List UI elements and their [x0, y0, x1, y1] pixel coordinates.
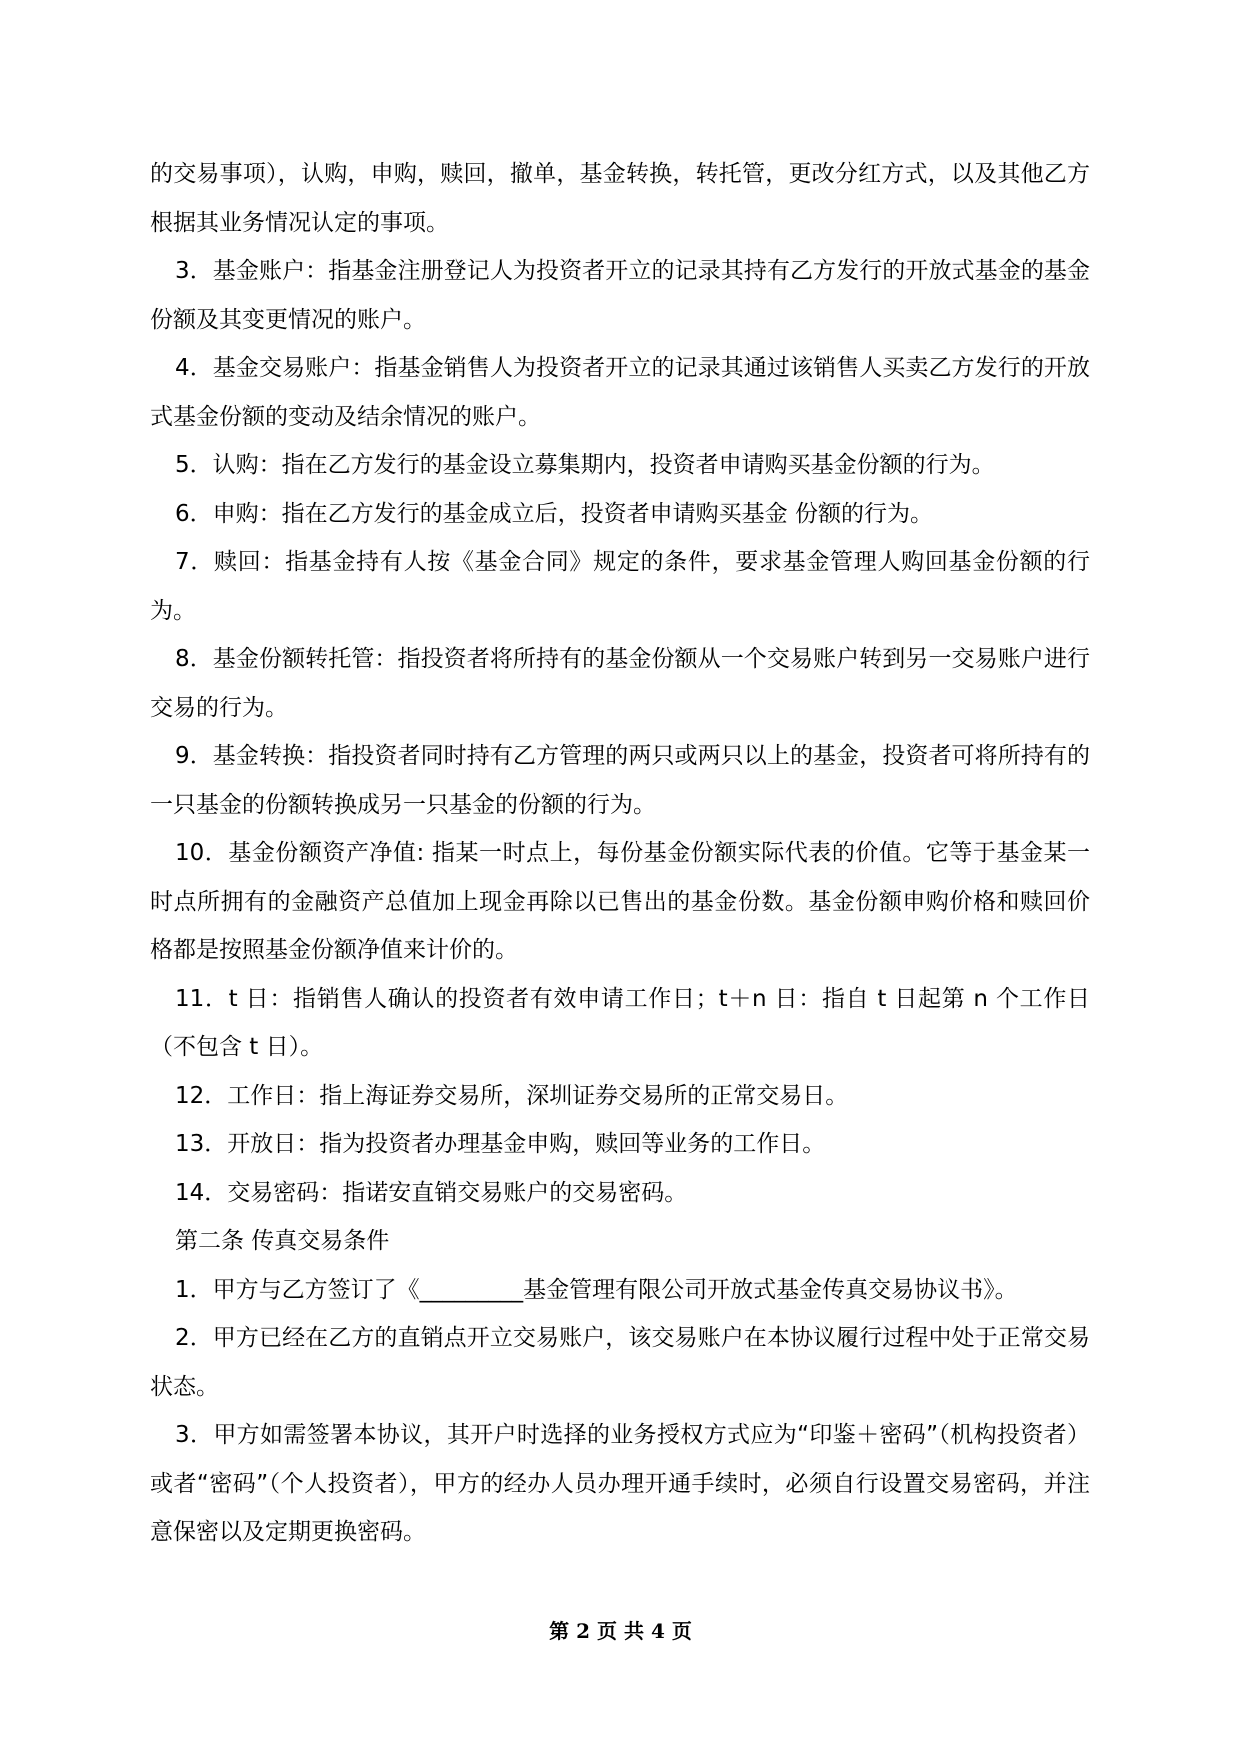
paragraph-transaction-items: 的交易事项），认购，申购，赎回，撤单，基金转换，转托管，更改分红方式，以及其他乙方根据其业务情况认定的事项。: [150, 161, 1090, 236]
page-number: 第 2 页 共 4 页: [549, 1619, 692, 1643]
paragraph-trading-password: 14．交易密码：指诺安直销交易账户的交易密码。: [175, 1179, 688, 1206]
paragraph-subscription: 5．认购：指在乙方发行的基金设立募集期内，投资者申请购买基金份额的行为。: [175, 452, 995, 478]
paragraph-purchase: 6．申购：指在乙方发行的基金成立后，投资者申请购买基金 份额的行为。: [175, 500, 933, 527]
paragraph-authorization: 3．甲方如需签署本协议，其开户时选择的业务授权方式应为“印鉴＋密码”（机构投资者）或者“密码”（个人投资者），甲方的经办人员办理开通手续时，必须自行设置交易密码，并注意保密以及定期更换密码。: [150, 1422, 1090, 1545]
paragraph-open-day: 13．开放日：指为投资者办理基金申购，赎回等业务的工作日。: [175, 1131, 826, 1157]
paragraph-fund-account: 3．基金账户：指基金注册登记人为投资者开立的记录其持有乙方发行的开放式基金的基金份额及其变更情况的账户。: [150, 258, 1090, 333]
section-heading: 第二条 传真交易条件: [175, 1228, 390, 1254]
paragraph-working-day: 12．工作日：指上海证券交易所，深圳证券交易所的正常交易日。: [175, 1082, 849, 1109]
paragraph-direct-account: 2．甲方已经在乙方的直销点开立交易账户，该交易账户在本协议履行过程中处于正常交易状态。: [150, 1325, 1090, 1400]
paragraph-fund-conversion: 9．基金转换：指投资者同时持有乙方管理的两只或两只以上的基金，投资者可将所持有的一只基金的份额转换成另一只基金的份额的行为。: [150, 743, 1090, 818]
paragraph-net-asset-value: 10．基金份额资产净值: 指某一时点上，每份基金份额实际代表的价值。它等于基金某一时点所拥有的金融资产总值加上现金再除以已售出的基金份数。基金份额申购价格和赎回价格都是按照基金份额净值来计价的。: [150, 840, 1090, 963]
document-body: [150, 150, 1090, 1557]
paragraph-redemption: 7．赎回：指基金持有人按《基金合同》规定的条件，要求基金管理人购回基金份额的行为。: [150, 549, 1090, 624]
paragraph-t-day: 11．t 日：指销售人确认的投资者有效申请工作日；t＋n 日：指自 t 日起第 n 个工作日（不包含 t 日）。: [150, 985, 1090, 1060]
paragraph-fund-trading-account: 4．基金交易账户：指基金销售人为投资者开立的记录其通过该销售人买卖乙方发行的开放式基金份额的变动及结余情况的账户。: [150, 355, 1090, 430]
paragraph-fax-agreement: 1．甲方与乙方签订了《_________基金管理有限公司开放式基金传真交易协议书》。: [175, 1276, 1018, 1303]
paragraph-custody-transfer: 8．基金份额转托管：指投资者将所持有的基金份额从一个交易账户转到另一交易账户进行交易的行为。: [150, 646, 1090, 721]
